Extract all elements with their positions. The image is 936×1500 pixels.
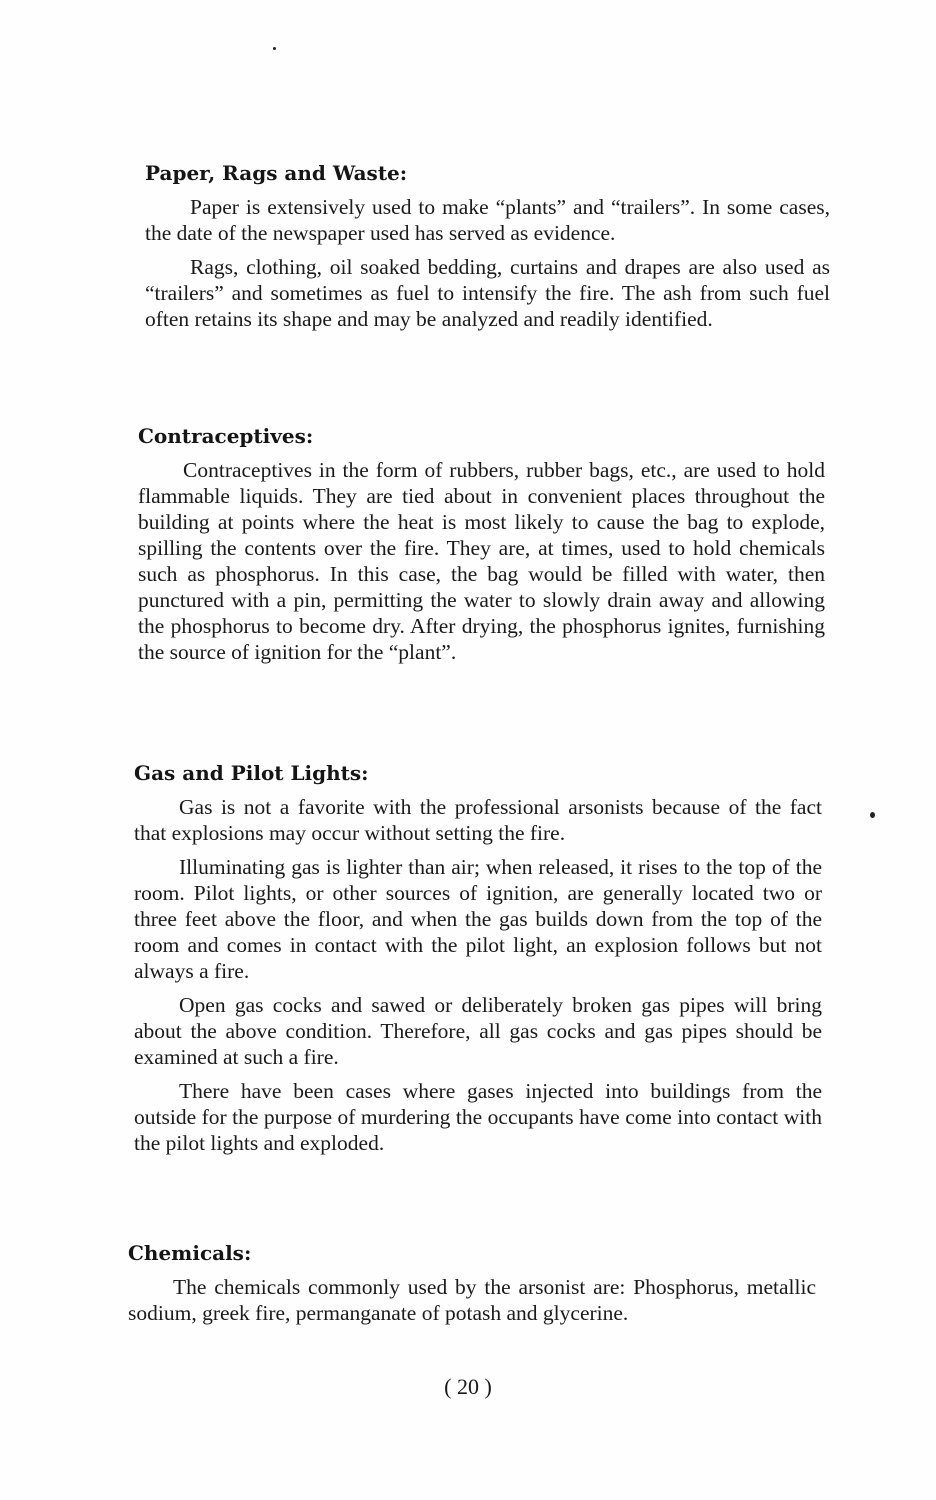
paragraph: Open gas cocks and sawed or deliberately broken gas pipes will bring about the above condition. Therefore, all gas cocks and gas pipes should be examined at such a fire. — [134, 993, 822, 1069]
section-chemicals — [128, 1240, 816, 1334]
section-paper-rags-waste — [145, 160, 830, 340]
paragraph: Contraceptives in the form of rubbers, rubber bags, etc., are used to hold flammable liquids. They are tied about in convenient places throughout the building at points where the heat is most likely to cause the bag to explode, spilling the contents over the fire. They are, at times, used to hold chemicals such as phosphorus. In this case, the bag would be filled with water, then punctured with a pin, permitting the water to slowly drain away and allowing the phosphorus to become dry. After drying, the phosphorus ignites, furnishing the source of ignition for the “plant”. — [138, 458, 825, 664]
paragraph: Paper is extensively used to make “plants” and “trailers”. In some cases, the date of the newspaper used has served as evidence. — [145, 195, 830, 245]
paragraph: The chemicals commonly used by the arsonist are: Phosphorus, metallic sodium, greek fire, permanganate of potash and glycerine. — [128, 1275, 816, 1325]
section-heading: Chemicals: — [128, 1241, 252, 1265]
section-heading: Paper, Rags and Waste: — [145, 161, 408, 185]
ink-speck — [273, 47, 276, 50]
paragraph: Gas is not a favorite with the professional arsonists because of the fact that explosions may occur without setting the fire. — [134, 795, 822, 845]
section-contraceptives — [138, 423, 825, 673]
paragraph: There have been cases where gases injected into buildings from the outside for the purpose of murdering the occupants have come into contact with the pilot lights and exploded. — [134, 1079, 822, 1155]
page-number: ( 20 ) — [444, 1374, 492, 1399]
paragraph: Illuminating gas is lighter than air; when released, it rises to the top of the room. Pilot lights, or other sources of ignition, are generally located two or three feet above the floor, and when the gas builds down from the top of the room and comes in contact with the pilot light, an explosion follows but not always a fire. — [134, 855, 822, 983]
section-heading: Contraceptives: — [138, 424, 314, 448]
paragraph: Rags, clothing, oil soaked bedding, curtains and drapes are also used as “trailers” and sometimes as fuel to intensify the fire. The ash from such fuel often retains its shape and may be analyzed and readily identified. — [145, 255, 830, 331]
section-gas-pilot-lights — [134, 760, 822, 1164]
section-heading: Gas and Pilot Lights: — [134, 761, 369, 785]
ink-speck — [870, 812, 875, 818]
